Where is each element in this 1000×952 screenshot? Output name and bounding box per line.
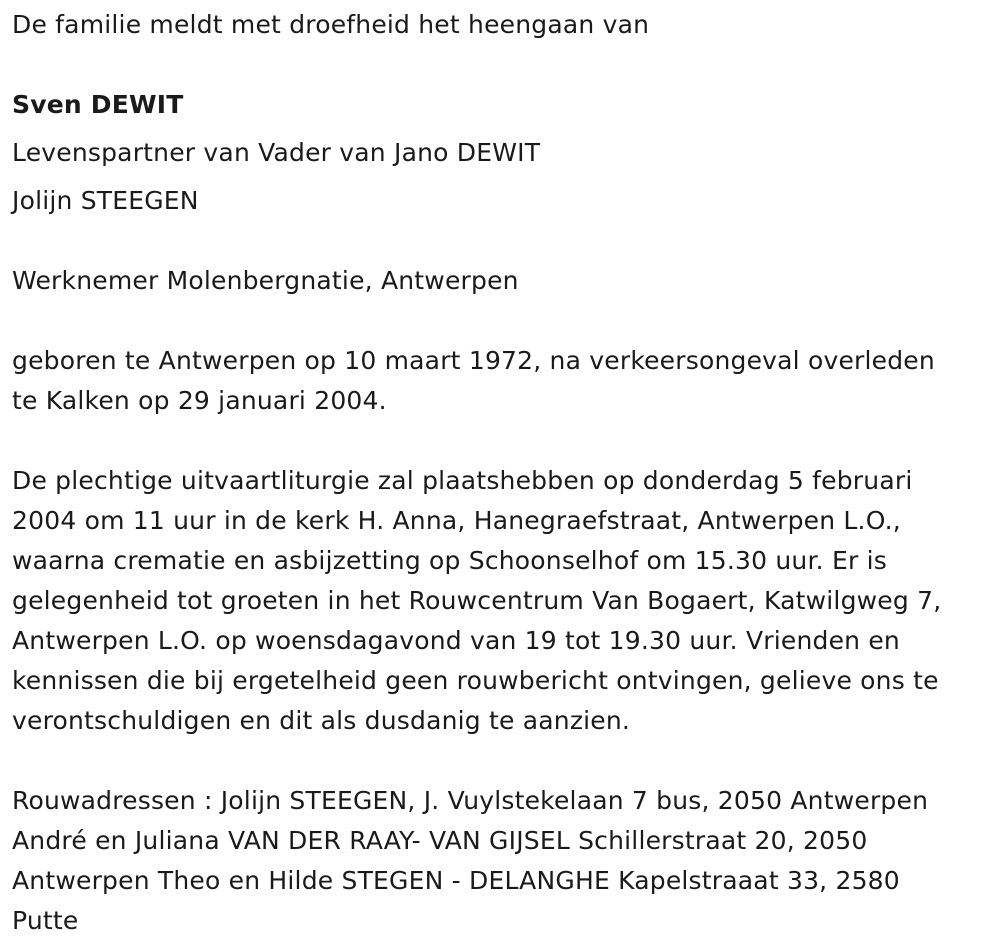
funeral-line-7: verontschuldigen en dit als dusdanig te aanzien. — [12, 706, 631, 735]
funeral-line-3: waarna crematie en asbijzetting op Schoonselhof om 15.30 uur. Er is — [12, 546, 887, 575]
deceased-name: Sven DEWIT — [12, 90, 184, 119]
occupation-line: Werknemer Molenbergnatie, Antwerpen — [12, 266, 519, 295]
announcement-intro: De familie meldt met droefheid het heengaan van — [12, 10, 650, 39]
relation-line-2: Jolijn STEEGEN — [12, 186, 199, 215]
funeral-line-4: gelegenheid tot groeten in het Rouwcentrum Van Bogaert, Katwilgweg 7, — [12, 586, 942, 615]
address-line-2: André en Juliana VAN DER RAAY- VAN GIJSEL Schillerstraat 20, 2050 — [12, 826, 868, 855]
relation-line-1: Levenspartner van Vader van Jano DEWIT — [12, 138, 541, 167]
funeral-line-2: 2004 om 11 uur in de kerk H. Anna, Hanegraefstraat, Antwerpen L.O., — [12, 506, 901, 535]
birth-death-line-1: geboren te Antwerpen op 10 maart 1972, na verkeersongeval overleden — [12, 346, 935, 375]
funeral-line-6: kennissen die bij ergetelheid geen rouwbericht ontvingen, gelieve ons te — [12, 666, 939, 695]
address-line-4: Putte — [12, 906, 79, 935]
address-line-3: Antwerpen Theo en Hilde STEGEN - DELANGHE Kapelstraaat 33, 2580 — [12, 866, 900, 895]
birth-death-line-2: te Kalken op 29 januari 2004. — [12, 386, 387, 415]
funeral-line-1: De plechtige uitvaartliturgie zal plaatshebben op donderdag 5 februari — [12, 466, 913, 495]
funeral-line-5: Antwerpen L.O. op woensdagavond van 19 tot 19.30 uur. Vrienden en — [12, 626, 900, 655]
address-line-1: Rouwadressen : Jolijn STEEGEN, J. Vuylstekelaan 7 bus, 2050 Antwerpen — [12, 786, 929, 815]
